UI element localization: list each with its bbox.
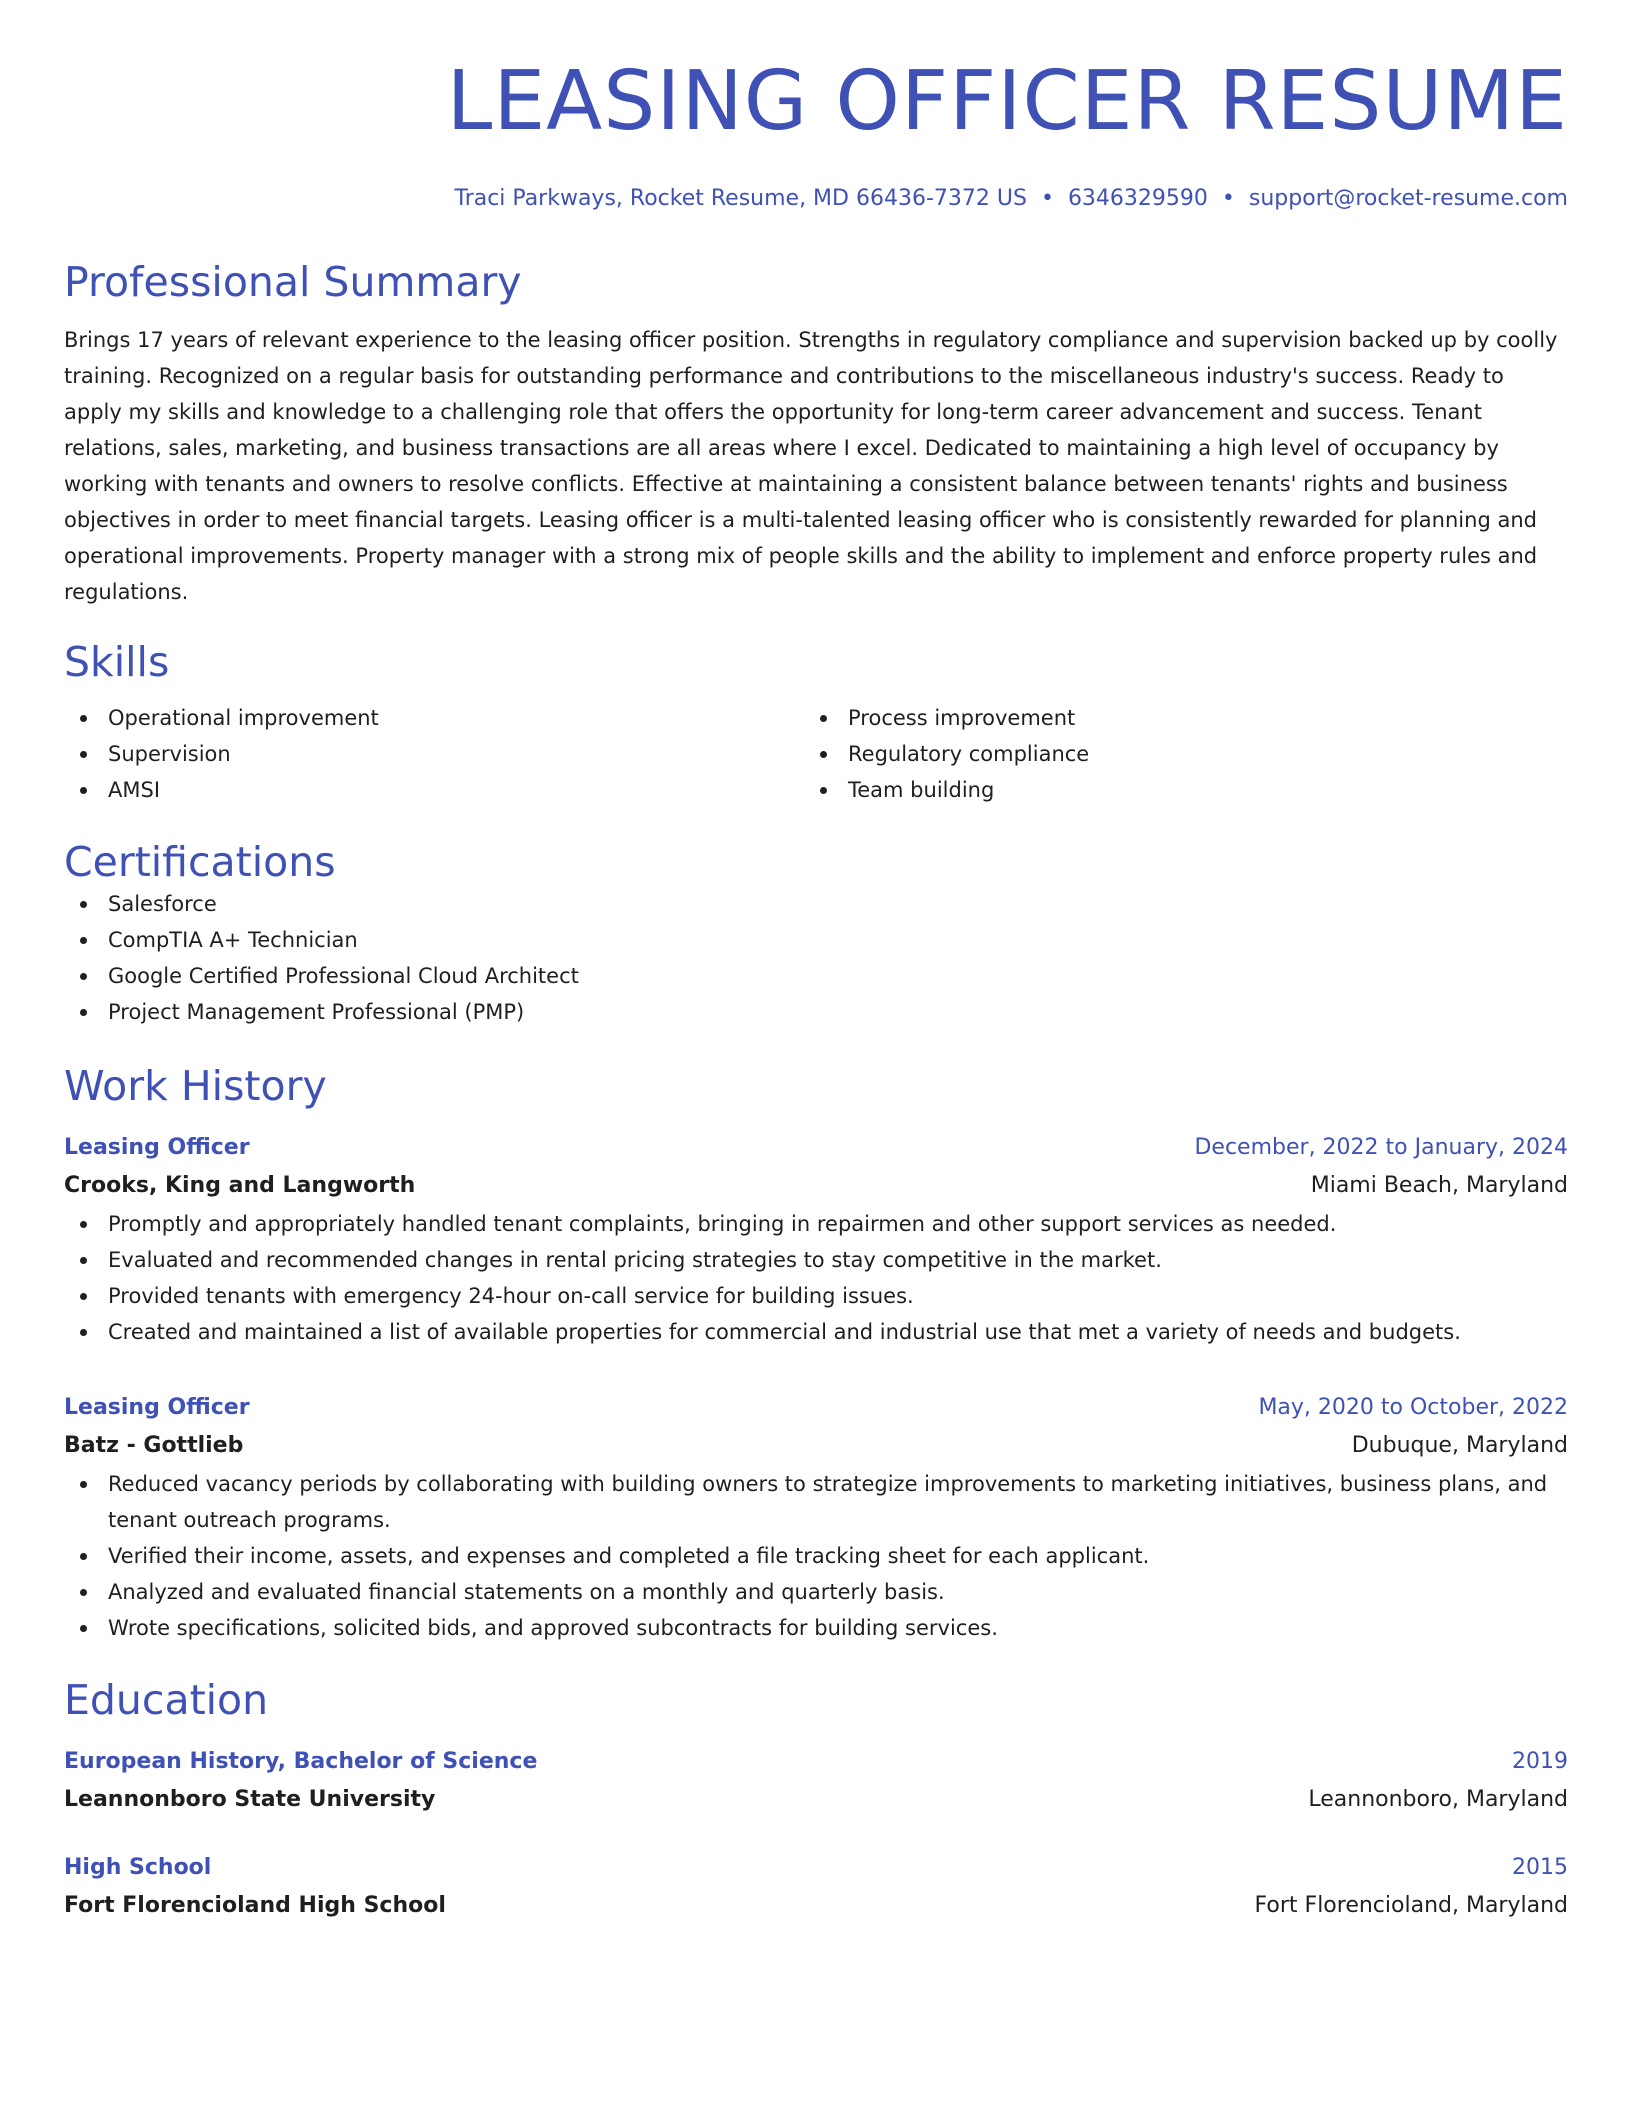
education-school: Fort Florencioland High School [64, 1893, 446, 1918]
resume-title: LEASING OFFICER RESUME [446, 54, 1568, 149]
job-duty [64, 1538, 1568, 1574]
skill-item [64, 736, 804, 772]
job-duty-text: Provided tenants with emergency 24-hour on-call service for building issues. [108, 1284, 914, 1308]
job-duty-text: Promptly and appropriately handled tenant complaints, bringing in repairmen and other support services as needed. [108, 1212, 1337, 1236]
education-degree: European History, Bachelor of Science [64, 1749, 538, 1774]
job-duty [64, 1574, 1568, 1610]
skill-item [804, 736, 1568, 772]
job-location: Dubuque, Maryland [1351, 1433, 1568, 1458]
education-year: 2019 [1512, 1749, 1568, 1774]
skills-list-right [804, 700, 1568, 808]
job-duty [64, 1314, 1568, 1350]
bullet-icon [80, 901, 87, 908]
separator-dot: • [1040, 186, 1054, 211]
skill-label: Operational improvement [108, 706, 379, 730]
bullet-icon [820, 715, 827, 722]
job-duty [64, 1206, 1568, 1242]
skill-label: Regulatory compliance [848, 742, 1090, 766]
certification-item [64, 958, 1568, 994]
education-year: 2015 [1512, 1855, 1568, 1880]
skill-label: Supervision [108, 742, 231, 766]
job-duties-list [64, 1466, 1568, 1646]
job-entry [64, 1390, 1568, 1646]
education-entry [64, 1744, 1568, 1820]
bullet-icon [80, 1257, 87, 1264]
job-duty [64, 1242, 1568, 1278]
resume-header [64, 56, 1568, 214]
job-duty [64, 1610, 1568, 1646]
job-entry [64, 1130, 1568, 1350]
job-duty-text: Created and maintained a list of available properties for commercial and industrial use that met a variety of needs and budgets. [108, 1320, 1461, 1344]
job-duty-text: Reduced vacancy periods by collaborating with building owners to strategize improvements to marketing initiatives, business plans, and tenant outreach programs. [108, 1472, 1548, 1532]
bullet-icon [80, 1009, 87, 1016]
education-school-row [64, 1886, 1568, 1926]
bullet-icon [80, 1589, 87, 1596]
skills-heading: Skills [64, 638, 170, 686]
job-duty [64, 1278, 1568, 1314]
skill-label: Team building [848, 778, 995, 802]
job-location: Miami Beach, Maryland [1310, 1173, 1568, 1198]
job-header-row [64, 1390, 1568, 1426]
bullet-icon [80, 1329, 87, 1336]
job-employer: Batz - Gottlieb [64, 1433, 244, 1458]
skill-item [64, 700, 804, 736]
skill-item [804, 772, 1568, 808]
education-school: Leannonboro State University [64, 1787, 436, 1812]
job-dates: May, 2020 to October, 2022 [1258, 1395, 1568, 1420]
certification-item [64, 886, 1568, 922]
job-duties-list [64, 1206, 1568, 1350]
education-degree-row [64, 1850, 1568, 1886]
job-duty-text: Verified their income, assets, and expenses and completed a file tracking sheet for each applicant. [108, 1544, 1150, 1568]
job-employer: Crooks, King and Langworth [64, 1173, 416, 1198]
education-location: Fort Florencioland, Maryland [1254, 1893, 1568, 1918]
bullet-icon [80, 1553, 87, 1560]
certification-label: Project Management Professional (PMP) [108, 1000, 525, 1024]
contact-phone[interactable]: 6346329590 [1067, 186, 1208, 211]
separator-dot: • [1221, 186, 1235, 211]
education-entry [64, 1850, 1568, 1926]
contact-address: Traci Parkways, Rocket Resume, MD 66436-7372 US [454, 186, 1027, 211]
bullet-icon [820, 787, 827, 794]
job-header-row [64, 1130, 1568, 1166]
contact-email[interactable]: support@rocket-resume.com [1248, 186, 1568, 211]
job-employer-row [64, 1166, 1568, 1206]
job-duty [64, 1466, 1568, 1538]
bullet-icon [80, 787, 87, 794]
bullet-icon [820, 751, 827, 758]
contact-line [64, 184, 1568, 214]
job-role: Leasing Officer [64, 1395, 250, 1420]
bullet-icon [80, 751, 87, 758]
job-dates: December, 2022 to January, 2024 [1194, 1135, 1568, 1160]
job-duty-text: Analyzed and evaluated financial statements on a monthly and quarterly basis. [108, 1580, 945, 1604]
education-degree: High School [64, 1855, 212, 1880]
certification-label: Google Certified Professional Cloud Architect [108, 964, 579, 988]
summary-text: Brings 17 years of relevant experience to the leasing officer position. Strengths in regulatory compliance and supervision backed up by coolly training. Recognized on a regular basis for outstanding performance and contributions to the miscellaneous industry's success. Ready to apply my skills and knowledge to a challenging role that offers the opportunity for long-term career advancement and success. Tenant relations, sales, marketing, and business transactions are all areas where I excel. Dedicated to maintaining a high level of occupancy by working with tenants and owners to resolve conflicts. Effective at maintaining a consistent balance between tenants' rights and business objectives in order to meet financial targets. Leasing officer is a multi-talented leasing officer who is consistently rewarded for planning and operational improvements. Property manager with a strong mix of people skills and the ability to implement and enforce property rules and regulations. [64, 328, 1558, 604]
work-history-heading: Work History [64, 1062, 327, 1110]
certification-item [64, 994, 1568, 1030]
certifications-list [64, 886, 1568, 1030]
skill-label: Process improvement [848, 706, 1076, 730]
bullet-icon [80, 937, 87, 944]
bullet-icon [80, 1625, 87, 1632]
job-duty-text: Evaluated and recommended changes in rental pricing strategies to stay competitive in the market. [108, 1248, 1162, 1272]
bullet-icon [80, 1293, 87, 1300]
certification-label: Salesforce [108, 892, 217, 916]
skill-item [64, 772, 804, 808]
bullet-icon [80, 1481, 87, 1488]
bullet-icon [80, 715, 87, 722]
skill-item [804, 700, 1568, 736]
certifications-heading: Certifications [64, 838, 336, 886]
bullet-icon [80, 973, 87, 980]
skill-label: AMSI [108, 778, 161, 802]
summary-heading: Professional Summary [64, 258, 522, 306]
education-heading: Education [64, 1676, 269, 1724]
education-school-row [64, 1780, 1568, 1820]
education-location: Leannonboro, Maryland [1308, 1787, 1568, 1812]
skills-list-left [64, 700, 804, 808]
skills-grid [64, 700, 1568, 808]
job-role: Leasing Officer [64, 1135, 250, 1160]
education-degree-row [64, 1744, 1568, 1780]
certification-item [64, 922, 1568, 958]
job-duty-text: Wrote specifications, solicited bids, and approved subcontracts for building services. [108, 1616, 998, 1640]
bullet-icon [80, 1221, 87, 1228]
certification-label: CompTIA A+ Technician [108, 928, 358, 952]
job-employer-row [64, 1426, 1568, 1466]
